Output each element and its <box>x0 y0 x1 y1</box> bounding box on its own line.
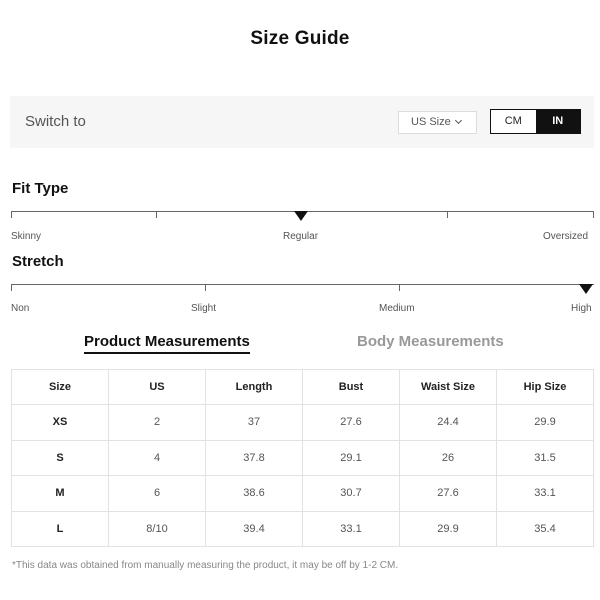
table-cell: 27.6 <box>303 405 400 441</box>
fit-type-tick <box>11 211 12 218</box>
table-cell: 26 <box>400 440 497 476</box>
tab-product-measurements[interactable]: Product Measurements <box>84 333 250 354</box>
size-system-select[interactable] <box>398 111 477 134</box>
stretch-tick <box>399 284 400 291</box>
fit-type-tick <box>447 211 448 218</box>
table-cell: 8/10 <box>109 511 206 547</box>
table-cell: 33.1 <box>303 511 400 547</box>
tab-body-measurements[interactable]: Body Measurements <box>357 333 504 350</box>
fit-type-label-regular: Regular <box>283 231 319 242</box>
unit-in-button[interactable]: IN <box>536 110 581 133</box>
stretch-heading: Stretch <box>12 253 64 270</box>
fit-type-label-oversized: Oversized <box>543 231 589 242</box>
chevron-down-icon <box>455 117 462 124</box>
table-cell: 30.7 <box>303 476 400 512</box>
stretch-tick <box>205 284 206 291</box>
size-cell: M <box>12 476 109 512</box>
fit-type-heading: Fit Type <box>12 180 69 197</box>
fit-type-label-skinny: Skinny <box>11 231 42 242</box>
table-row <box>12 440 594 476</box>
size-system-value: US Size <box>411 116 451 128</box>
table-row <box>12 476 594 512</box>
stretch-label-non: Non <box>11 303 30 314</box>
table-cell: 2 <box>109 405 206 441</box>
column-header: Size <box>12 370 109 405</box>
table-cell: 39.4 <box>206 511 303 547</box>
table-cell: 29.1 <box>303 440 400 476</box>
fit-type-tick <box>593 211 594 218</box>
column-header: Bust <box>303 370 400 405</box>
table-row <box>12 511 594 547</box>
size-cell: XS <box>12 405 109 441</box>
table-cell: 27.6 <box>400 476 497 512</box>
unit-toggle <box>490 109 581 134</box>
column-header: Hip Size <box>497 370 594 405</box>
stretch-scale-line <box>11 284 594 285</box>
table-cell: 6 <box>109 476 206 512</box>
table-row <box>12 405 594 441</box>
fit-type-selected-marker <box>294 211 308 221</box>
fit-type-tick <box>156 211 157 218</box>
column-header: Length <box>206 370 303 405</box>
table-cell: 24.4 <box>400 405 497 441</box>
switch-label: Switch to <box>25 113 86 130</box>
table-cell: 29.9 <box>400 511 497 547</box>
table-cell: 37.8 <box>206 440 303 476</box>
table-cell: 29.9 <box>497 405 594 441</box>
table-cell: 31.5 <box>497 440 594 476</box>
column-header: US <box>109 370 206 405</box>
measurements-table <box>11 369 594 547</box>
unit-cm-button[interactable]: CM <box>491 110 536 133</box>
table-cell: 33.1 <box>497 476 594 512</box>
stretch-tick <box>11 284 12 291</box>
stretch-label-slight: Slight <box>191 303 217 314</box>
unit-switch-bar <box>10 96 594 148</box>
stretch-selected-marker <box>579 284 593 294</box>
table-cell: 35.4 <box>497 511 594 547</box>
column-header: Waist Size <box>400 370 497 405</box>
stretch-label-medium: Medium <box>379 303 415 314</box>
size-cell: S <box>12 440 109 476</box>
stretch-label-high: High <box>571 303 592 314</box>
page-title: Size Guide <box>250 28 350 49</box>
size-cell: L <box>12 511 109 547</box>
table-header-row <box>12 370 594 405</box>
table-cell: 4 <box>109 440 206 476</box>
table-cell: 38.6 <box>206 476 303 512</box>
table-cell: 37 <box>206 405 303 441</box>
measurement-footnote: *This data was obtained from manually measuring the product, it may be off by 1-2 CM. <box>12 560 399 571</box>
